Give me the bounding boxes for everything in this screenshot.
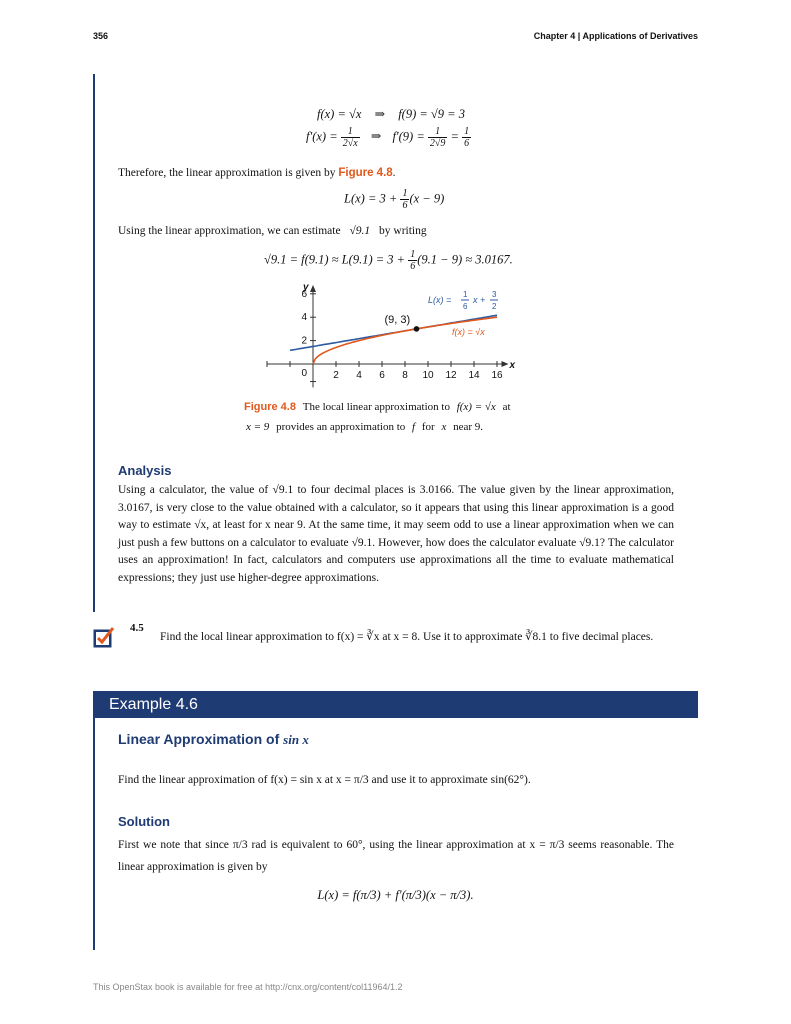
paragraph-estimate: Using the linear approximation, we can estimate √9.1 by writing (118, 225, 427, 237)
y-axis-arrow (310, 285, 316, 292)
y-tick-label: 4 (301, 312, 307, 324)
label-L-num2: 3 (492, 290, 497, 299)
example-problem: Find the linear approximation of f(x) = sin x at x = π/3 and use it to approximate sin(62°). (118, 774, 531, 786)
equation-L-of-x: L(x) = 3 + $\frac{1}{6}$ (x − 9) (344, 188, 445, 211)
x-tick-label: 14 (468, 370, 480, 381)
y-tick-label: 6 (301, 288, 307, 300)
margin-rule-top (93, 74, 95, 612)
footer-note: This OpenStax book is available for free at http://cnx.org/content/col11964/1.2 (93, 982, 403, 992)
point-9-3 (414, 326, 420, 332)
figure-link[interactable]: Figure 4.8 (338, 167, 393, 179)
x-tick-label: 12 (445, 370, 457, 381)
x-tick-label: 2 (333, 370, 339, 381)
label-f: f(x) = √x (452, 327, 485, 337)
exercise-number: 4.5 (130, 622, 144, 634)
equation-derivative: f′(x) = $\frac{1}{2√x}$ ⇒ f′(9) = $\frac{1}{2√9}$ = $\frac{1}{6}$ (306, 126, 470, 149)
example-title: Linear Approximation of sin x (118, 731, 309, 747)
equation-f-of-x: f(x) = √x ⇒ f(9) = √9 = 3 (317, 107, 465, 121)
paragraph-linear-approx: Therefore, the linear approximation is given by Figure 4.8. (118, 167, 396, 179)
y-axis-label: y (303, 281, 309, 293)
x-tick-label: 6 (379, 370, 385, 381)
figure-caption-line1: Figure 4.8 The local linear approximation to f(x) = √x at (244, 401, 511, 413)
analysis-heading: Analysis (118, 463, 172, 478)
label-L-mid: x + (473, 295, 486, 305)
checkpoint-icon (93, 626, 115, 648)
equation-estimate: √9.1 = f(9.1) ≈ L(9.1) = 3 + $\frac{1}{6}$ (9.1 − 9) ≈ 3.0167. (264, 249, 513, 272)
origin-label: 0 (301, 368, 307, 379)
example-banner: Example 4.6 (93, 691, 698, 718)
solution-heading: Solution (118, 814, 170, 829)
figure-caption-line2: x = 9 provides an approximation to f for x near 9. (246, 421, 484, 433)
label-L-den1: 6 (463, 302, 468, 311)
x-tick-label: 10 (422, 370, 434, 381)
solution-paragraph: First we note that since π/3 rad is equivalent to 60°, using the linear approximation at x = π/3 seems reasonable. The linear approximation is given by (118, 839, 674, 873)
x-axis-label: x (509, 360, 516, 371)
label-L-num1: 1 (463, 290, 468, 299)
point-label: (9, 3) (384, 313, 411, 326)
x-tick-label: 16 (491, 370, 503, 381)
x-axis-arrow (502, 361, 509, 367)
exercise-text: Find the local linear approximation to f(x) = ∛x at x = 8. Use it to approximate ∛8.1 to five decimal places. (160, 631, 654, 643)
figure-4-8-chart (256, 276, 526, 396)
label-L-prefix: L(x) = (428, 295, 452, 305)
solution-equation: L(x) = f(π/3) + f′(π/3)(x − π/3). (317, 888, 474, 902)
chapter-title: Chapter 4 | Applications of Derivatives (533, 31, 698, 41)
page-number: 356 (93, 31, 109, 41)
x-tick-label: 8 (402, 370, 408, 381)
label-L-den2: 2 (492, 302, 497, 311)
x-tick-label: 4 (356, 370, 362, 381)
margin-rule-bottom (93, 718, 95, 950)
analysis-paragraph: Using a calculator, the value of √9.1 to four decimal places is 3.0166. The value given by the linear approximation, 3.0167, is very close to the value obtained with a calculator, so it appears that using this linear approximation is a good way to estimate √x, at least for x near 9. At the same time, it may seem odd to use a linear approximation when we can just push a few buttons on a calculator to evaluate √9.1. However, how does the calculator evaluate √9.1? The calculator uses an approximation! In fact, calculators and computers use approximations all the time to evaluate mathematical expressions; they just use higher-degree approximations. (118, 484, 674, 584)
y-tick-label: 2 (301, 335, 307, 347)
